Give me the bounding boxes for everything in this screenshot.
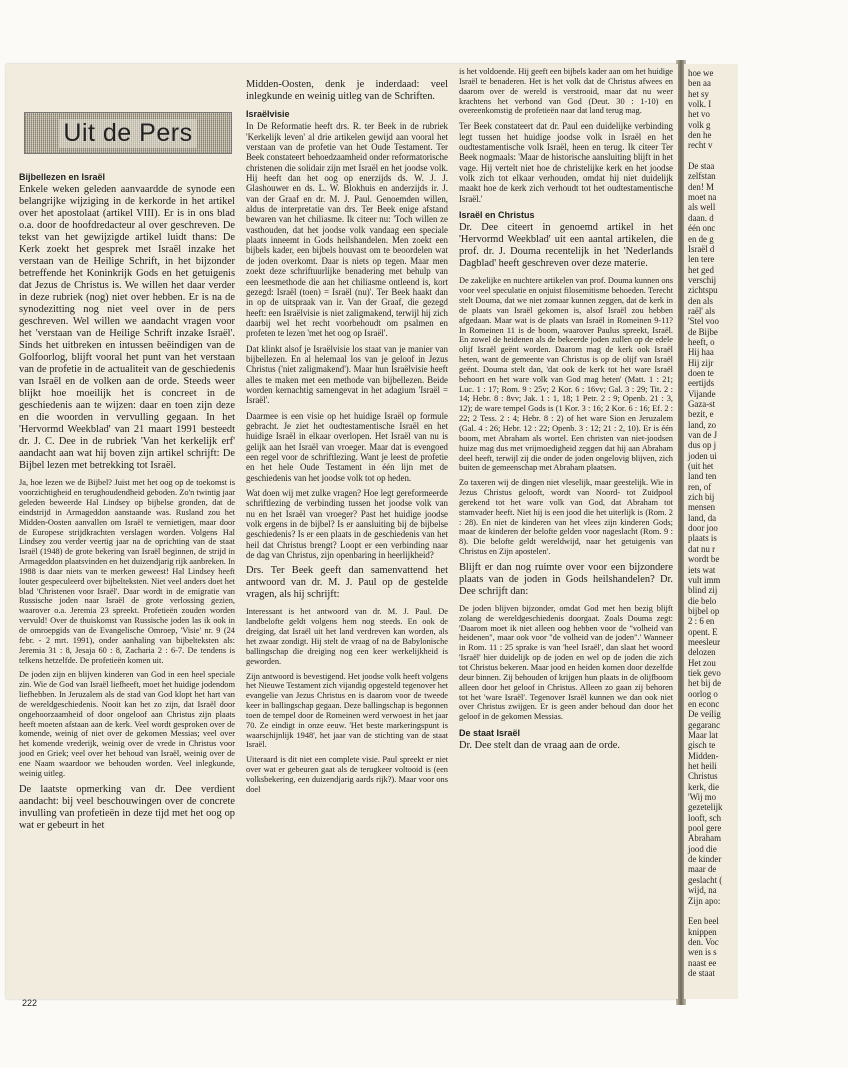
cropped-line: gisch te <box>688 740 716 751</box>
cropped-line: het vo <box>688 109 710 120</box>
cropped-line: Abraham <box>688 833 722 844</box>
cropped-line: dat nu r <box>688 543 716 554</box>
cropped-line: volk g <box>688 119 711 130</box>
cropped-line: Zijn apo: <box>688 895 721 906</box>
paragraph: Dat klinkt alsof je Israëlvisie los staat van je manier van bijbellezen. En al helemaal los van je geloof in Jezus Christus ('niet zaligmakend'). Maar hun Israëlvisie heeft alles te maken met een methode van bijbellezen. Beide worden kernachtig samengevat in het adagium 'Israël = Israël'. <box>246 343 448 406</box>
cropped-line: 'Stel voo <box>688 316 719 327</box>
cropped-line: pool gere <box>688 823 722 834</box>
paragraph: Enkele weken geleden aanvaardde de synode een belangrijke wijziging in de kerkorde in het artikel over het apostolaat (artikel VIII). Er is in ons blad o.a. door de hoofdredacteur al over geschreven. De tekst van het gewijzigde artikel luidt thans: De Kerk zoekt het gesprek met Israël inzake het verstaan van de Heilige Schrift, in het bijzonder betreffende het Koninkrijk Gods en het getuigenis dat Jezus de Christus is. We willen het daar verder in deze rubriek (nog) niet over hebben. Er is na de synodezitting nog niet veel over in de pers geschreven. Wel willen we aandacht vragen voor het 'verstaan van de Heilige Schrift inzake Israël'. Sinds het uitbreken en intussen beëindigen van de Golfoorlog, blijft vooral het punt van het verstaan van de profetie in de actualiteit van de geschiedenis van Israël en de volken aan de orde. Steeds weer blijkt hoe moeilijk het is concreet in de geschiedenis aan te wijzen: daar en toen zijn deze en die woorden in vervulling gegaan. In het 'Hervormd Weekblad' van 21 maart 1991 besteedt dr. J. C. Dee in de rubriek 'Van het kerkelijk erf' aandacht aan wat hij boven zijn artikel schrijft: De Bijbel lezen met betrekking tot Israël. <box>19 184 235 472</box>
paragraph: De joden blijven bijzonder, omdat God met hen bezig blijft zolang de wereldgeschiedenis doorgaat. Zoals Douma zegt: 'Daarom moet ik niet alleen oog hebben voor de "volheid van heidenen", maar ook voor "de volheid van de joden".' Wanneer in Rom. 11 : 25 sprake is van 'heel Israël', dan slaat het woord 'Israël' hier duidelijk op de joden en wel op de joden die zich tot Christus bekeren. Maar jood en heiden komen door dezelfde deur binnen. Zij behouden of krijgen hun plaats in de olijfboom alleen door het geloof in Christus. Alleen zo gaan zij behoren tot het 'ware Israël'. Tegenover Israël kunnen we dan ook niet over Christus zwijgen. Er is geen ander behoud dan door het geloof in de gekomen Messias. <box>459 603 673 722</box>
cropped-line <box>688 151 848 161</box>
cropped-line: ben aa <box>688 78 711 89</box>
cropped-line: Midden- <box>688 750 719 761</box>
section-heading: Bijbellezen en Israël <box>19 172 106 182</box>
cropped-line: wordt be <box>688 554 720 565</box>
cropped-line: De veilig <box>688 709 721 720</box>
cropped-line: volk. I <box>688 99 712 110</box>
cropped-line: plaats is <box>688 533 717 544</box>
cropped-line: geslacht ( <box>688 874 723 885</box>
section-heading: Israël en Christus <box>459 209 535 220</box>
paragraph: De zakelijke en nuchtere artikelen van prof. Douma kunnen ons voor veel speculatie en onjuist filosemitisme behoeden. Terecht stelt Douma, dat we niet zomaar kunnen zeggen, dat de kerk in de plaats van Israël gekomen is, alsof Israël zou hebben afgedaan. Maar wat is de plaats van Israël in Romeinen 9-11? In Romeinen 11 is de boom, waarover Paulus spreekt, Israël. En zowel de heidenen als de bekeerde joden zullen op de edele olijf Israël geënt worden. Daarom mag de kerk ook Israël heten, want de gemeente van Christus is op de olijf van Israël geënt. Douma stelt dan, 'dat ook de kerk tot het ware Israël behoort en het ware volk van God mag heten' (Matt. 1 : 21; Luc. 1 : 17; Rom. 9 : 25v; 2 Kor. 6 : 16vv; Gal. 3 : 29; Tit. 2 : 14; Hebr. 8 : 8vv; Jak. 1 : 1, 18; 1 Petr. 2 : 9; Openb. 21 : 3, 12); de ware tempel Gods is (1 Kor. 3 : 16; 2 Kor. 6 : 16; Ef. 2 : 22; 2 Tess. 2 : 4; Hebr. 8 : 2) of het ware Sion en Jeruzalem (Gal. 4 : 26; Hebr. 12 : 22; Openb. 3 : 12; 21 : 2, 10). Er is één boom, met Abraham als wortel. Een christen van niet-joodsen huize mag dus met vrijmoedigheid zeggen dat hij aan Abraham deel heeft, terwijl zij die onder de joden ongelovig blijven, zich buiten de gemeenschap met Abraham plaatsen. <box>459 276 673 473</box>
cropped-line: oorlog o <box>688 688 718 699</box>
cropped-line: recht v <box>688 140 713 151</box>
paragraph: In De Reformatie heeft drs. R. ter Beek in de rubriek 'Kerkelijk leven' al drie artikelen gewijd aan vooral het verstaan van de profetie van het Oude Testament. Ter Beek constateert behoedzaamheid onder reformatorische christenen die solidair zijn met Israël en het joodse volk. Hij heeft dan het oog op enerzijds ds. W. J. J. Glashouwer en ds. L. W. Blokhuis en anderzijds ir. J. van der Graaf en dr. M. J. Paul. Genoemden willen, aldus de interpretatie van drs. Ter Beek enige afstand bewaren van het chiliasme. Ik citeer nu: 'Toch willen ze vasthouden, dat het joodse volk vandaag een speciale plaats inneemt in Gods heilshandelen. Men zoekt een bijbels kader, een bijbels houvast om te beoordelen wat de joden overkomt. Daar is niets op tegen. Maar men zoekt deze schriftuurlijke benadering met behulp van een leesmethode die aan het chiliasme ontleend is, kort gezegd: Israël (toen) = Israël (nu)'. Ter Beek haakt dan in op de uitspraak van ir. Van der Graaf, die gezegd heeft: een Israëlvisie is niet zaligmakend, terwijl hij zich daarbij wel het recht voorbehoudt om psalmen en profeten te lezen 'met het oog op Israël'. <box>246 121 448 339</box>
lead-paragraph <box>459 740 673 752</box>
cropped-line: looft, sch <box>688 812 722 823</box>
cropped-line: (uit het <box>688 461 714 472</box>
cropped-line: het bij de <box>688 678 722 689</box>
paragraph: Wat doen wij met zulke vragen? Hoe legt gereformeerde schriftlezing de verbinding tussen het joodse volk van nu en het Israël van vroeger? Past het huidige joodse volk ergens in de bijbel? Is er aansluiting bij de bijbelse geschiedenis? Is er een plaats in de geschiedenis van het heil dat Christus brengt? Loopt er een verbinding naar de dag van Christus, zijn openbaring in heerlijkheid? <box>246 488 448 561</box>
cropped-line: joden ui <box>688 450 717 461</box>
cropped-line: als well <box>688 202 716 213</box>
cropped-line: doen te <box>688 367 714 378</box>
paragraph: Uiteraard is dit niet een complete visie. Paul spreekt er niet over wat er gebeuren gaat als de terugkeer voltooid is (een volksbekering, een duizendjarig aards rijk?). Maar voor ons doel <box>246 755 448 794</box>
right-page <box>684 64 738 999</box>
cropped-line: Hij haa <box>688 347 714 358</box>
cropped-line: hoe we <box>688 68 714 78</box>
lead-paragraph <box>459 562 673 598</box>
cropped-line: bijbel op <box>688 605 720 616</box>
cropped-line: opent. E <box>688 626 718 637</box>
cropped-line: en de g <box>688 233 714 244</box>
cropped-line: gegaranc <box>688 719 721 730</box>
lead-paragraph <box>459 222 673 270</box>
page-number: 222 <box>22 998 38 1008</box>
cropped-line: 'Wij mo <box>688 792 717 803</box>
paragraph: Interessant is het antwoord van dr. M. J. Paul. De landbelofte geldt volgens hem nog steeds. En ook de dreiging, dat Israël uit het land verdreven kan worden, als het zwaar zondigt. Hij stelt de vraag of na de Babylonische ballingschap die dreiging nog een keer werkelijkheid is geworden. <box>246 607 448 666</box>
paragraph: Zijn antwoord is bevestigend. Het joodse volk heeft volgens het Nieuwe Testament zich vijandig opgesteld tegenover het evangelie van Jezus Christus en is daarom voor de tweede keer in ballingschap gegaan. Deze ballingschap is begonnen toen de tempel door de Romeinen werd verwoest in het jaar 70. Ze eindigt in onze eeuw. 'Het beste markeringspunt is waarschijnlijk 1948', het jaar van de stichting van de staat Israël. <box>246 671 448 750</box>
cropped-line: de kinder <box>688 854 722 865</box>
cropped-line: door joo <box>688 523 718 534</box>
cropped-line: zich bij <box>688 492 715 503</box>
paragraph: Midden-Oosten, denk je inderdaad: veel inlegkunde en weinig uitleg van de Schriften. <box>246 79 448 102</box>
paragraph: Dr. Dee stelt dan de vraag aan de orde. <box>459 740 620 752</box>
cropped-line: daan. d <box>688 212 714 223</box>
paragraph: De joden zijn en blijven kinderen van God in een heel speciale zin. Wie de God van Israël liefheeft, moet het huidige jodendom liefhebben. In Jeruzalem als de stad van God klopt het hart van de wereldgeschiedenis. Nooit kan het zo zijn, dat Israël door ongehoorzaamheid of door ongeloof aan Christus zijn plaats heeft moeten afstaan aan de kerk. Veel wordt gesproken over de komende, weinig of niet over de gekomen Messias; veel over het komende vrederijk, weinig over de vrede in Christus voor jood en Griek; veel over het behoud van Israël, weinig over de ene Naam waardoor we behouden worden. Veel inlegkunde, weinig uitleg. <box>19 670 235 778</box>
cropped-line: land ten <box>688 471 717 482</box>
cropped-line: Christus <box>688 771 718 782</box>
cropped-line: den. Voc <box>688 936 719 947</box>
cropped-line: de staat <box>688 967 715 978</box>
cropped-line: bezit, e <box>688 409 714 420</box>
column-1 <box>19 166 235 986</box>
cropped-line <box>688 906 848 916</box>
paragraph: Drs. Ter Beek geeft dan samenvattend het antwoord van dr. M. J. Paul op de gestelde vragen, als hij schrijft: <box>246 565 448 601</box>
cropped-line: Een beel <box>688 916 719 927</box>
cropped-line: zelfstan <box>688 171 716 182</box>
cropped-line: zichtspu <box>688 285 718 296</box>
cropped-line: den he <box>688 130 712 141</box>
cropped-line: gezetelijk <box>688 802 723 813</box>
left-page <box>6 64 678 1008</box>
paragraph: Ja, hoe lezen we de Bijbel? Juist met het oog op de toekomst is voorzichtigheid en terughoudendheid geboden. Zo'n twintig jaar geleden beweerde Hal Lindsey op bijbelse gronden, dat de eindstrijd in Armageddon aanstaande was. Rusland zou het Midden-Oosten aanvallen om Israël te vernietigen, maar door de Europese strijdkrachten verslagen worden. Volgens Hal Lindsey zou verder veertig jaar na de oprichting van de staat Israël (1948) de grote bekering van Israël beginnen, de strijd in Armageddon plaatsvinden en het duizendjarig rijk aanbreken. In 1988 is daar niets van te merken geweest! Hal Lindsey heeft louter gespeculeerd over bijbelteksten. Niet veel anders doet het blad 'Christenen voor Israël'. Daar wordt in de emigratie van Russische joden naar Israël de grote verlossing gezien, waarover o.a. Jeremia 23 spreekt. Profetieën zouden worden vervuld! Over de thuiskomst van Russische joden las ik ook in de omroepgids van de Evangelische Omroep, 'Visie' nr. 9 (24 febr. - 2 mrt. 1991), onder aanhaling van bijbelteksten als: Jeremia 31 : 8, Jesaja 60 : 8, Zacharia 2 : 6-7. De tendens is telkens hetzelfde. De profetieën komen uit. <box>19 478 235 665</box>
masthead-title: Uit de Pers <box>59 119 196 148</box>
column-2 <box>246 79 448 979</box>
cropped-line: van de J <box>688 430 718 441</box>
cropped-line: 2 : 6 en <box>688 616 715 627</box>
paragraph: De laatste opmerking van dr. Dee verdient aandacht: bij veel beschouwingen over de concrete invulling van profetieën in deze tijd met het oog op wat er gebeurt in het <box>19 783 235 831</box>
cropped-line: wijd, na <box>688 885 717 896</box>
cropped-line: verschij <box>688 274 717 285</box>
cropped-line: Het zou <box>688 657 716 668</box>
cropped-line: Maar lat <box>688 730 718 740</box>
cropped-line: één onc <box>688 223 716 234</box>
paragraph: Daarmee is een visie op het huidige Israël op formule gebracht. Je ziet het oudtestamentische Israël en het huidige Israël in elkaar overlopen. Het Israël van nu is gelijk aan het Israël van vroeger. Maar dat is evengoed een regel voor de schriftlezing. Want je leest de profetie en het hele Oude Testament in één lijn met de geschiedenis van het joodse volk tot op heden. <box>246 410 448 483</box>
cropped-line: blind zij <box>688 585 718 596</box>
cropped-line: len tere <box>688 254 715 265</box>
cropped-line: en econc <box>688 698 720 709</box>
cropped-line: mensen <box>688 502 716 513</box>
cropped-line: ren, of <box>688 481 712 492</box>
lead-paragraph <box>19 784 235 832</box>
cropped-line: het heili <box>688 761 717 772</box>
cropped-line: tiek gevo <box>688 667 721 678</box>
column-3 <box>459 67 673 979</box>
cropped-line: den! M <box>688 181 714 192</box>
cropped-line: Hij zijr <box>688 357 714 368</box>
cropped-line: het sy <box>688 88 709 99</box>
column-4-cropped <box>688 68 848 978</box>
cropped-line: wen is s <box>688 947 717 958</box>
masthead-box <box>24 112 232 154</box>
cropped-line: kerk, die <box>688 781 720 792</box>
cropped-line: maar de <box>688 864 717 875</box>
paragraph: Dr. Dee citeert in genoemd artikel in het 'Hervormd Weekblad' uit een aantal artikelen, die prof. dr. J. Douma recentelijk in het 'Nederlands Dagblad' heeft geschreven over deze materie. <box>459 222 673 270</box>
cropped-line: Vijande <box>688 388 716 399</box>
cropped-line: knippen <box>688 926 717 937</box>
cropped-line: dus op j <box>688 440 717 451</box>
cropped-line: vult imm <box>688 574 721 585</box>
paragraph: Zo taxeren wij de dingen niet vleselijk, maar geestelijk. Wie in Jezus Christus gelooft, wordt van Noord- tot Zuidpool gerekend tot het ware volk van God, dat Abraham tot stamvader heeft. Niet hij is een jood die het uiterlijk is (Rom. 2 : 28). En niet de kinderen van het vlees zijn kinderen Gods; maar de kinderen der belofte gelden voor nageslacht (Rom. 9 : 8). Die belofte geldt wereldwijd, naar het getuigenis van Christus en Zijn apostelen'. <box>459 478 673 557</box>
lead-paragraph <box>19 184 235 472</box>
cropped-line: naast ee <box>688 957 717 968</box>
cropped-line: De staa <box>688 161 715 172</box>
cropped-line: delozen <box>688 647 716 658</box>
cropped-line: land, da <box>688 512 717 523</box>
cropped-line: heeft, o <box>688 336 715 347</box>
cropped-line: Gaza-st <box>688 399 716 409</box>
section-heading: De staat Israël <box>459 728 521 739</box>
paragraph: Blijft er dan nog ruimte over voor een bijzondere plaats van de joden in Gods heilshandelen? Dr. Dee schrijft dan: <box>459 561 673 597</box>
paragraph: Ter Beek constateert dat dr. Paul een duidelijke verbinding legt tussen het huidige joodse volk in Israël en het oudtestamentische volk Israël, heen en terug. Ik citeer Ter Beek nogmaals: 'Maar de historische aansluiting blijft in het vage. Hij vertelt niet hoe de christelijke kerk en het joodse volk zich tot elkaar verhouden, omdat hij niet duidelijk maakt hoe de kerk zich verhoudt tot het oudtestamentische Israël.' <box>459 121 673 204</box>
cropped-line: het ged <box>688 264 714 275</box>
paragraph: is het voldoende. Hij geeft een bijbels kader aan om het huidige Israël te benaderen. Het is het volk dat de Christus afwees en daarom over de wereld is verstrooid, maar dat nu weer krachtens het verbond van God (Deut. 30 : 1-10) en overeenkomstig de profetieën naar dat land terug mag. <box>459 67 673 116</box>
cropped-line: de Bijbe <box>688 326 718 337</box>
cropped-line: den als <box>688 295 713 306</box>
cropped-line: Israël d <box>688 243 715 254</box>
cropped-line: jood die <box>688 843 717 854</box>
cropped-line: meesleur <box>688 636 721 647</box>
cropped-line: eertijds <box>688 378 715 389</box>
cropped-line: moet na <box>688 192 717 203</box>
cropped-line: raël' als <box>688 305 715 316</box>
cropped-line: land, zo <box>688 419 717 430</box>
lead-paragraph <box>246 565 448 601</box>
cropped-line: iets wat <box>688 564 716 575</box>
lead-paragraph <box>246 79 448 103</box>
cropped-line: die belo <box>688 595 717 606</box>
section-heading: Israëlvisie <box>246 109 290 119</box>
